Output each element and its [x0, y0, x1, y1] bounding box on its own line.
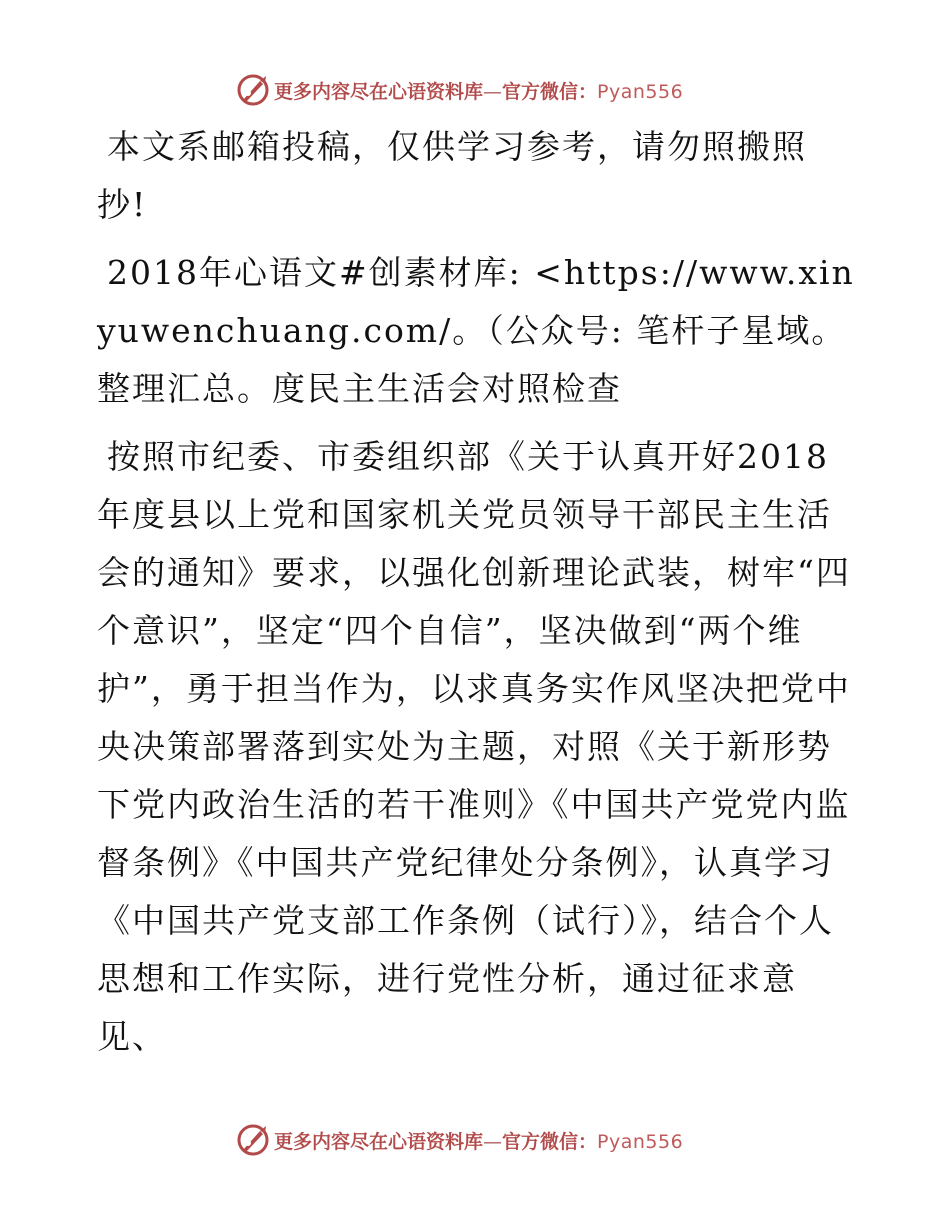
- document-body: [97, 118, 857, 1076]
- header-banner: [236, 70, 716, 110]
- banner-text: 更多内容尽在心语资料库—官方微信：Pyan556: [274, 1130, 684, 1153]
- paragraph-notice: 本文系邮箱投稿，仅供学习参考，请勿照搬照抄!: [97, 127, 807, 224]
- quill-logo-icon: [236, 73, 270, 107]
- paragraph-source: 2018年心语文#创素材库: <https://www.xinyuwenchuang.com/。（公众号: 笔杆子星域。整理汇总。度民主生活会对照检查: [97, 253, 855, 408]
- banner-text: 更多内容尽在心语资料库—官方微信：Pyan556: [274, 80, 684, 103]
- footer-banner: [236, 1120, 716, 1160]
- quill-logo-icon: [236, 1123, 270, 1157]
- paragraph-main: 按照市纪委、市委组织部《关于认真开好2018年度县以上党和国家机关党员领导干部民主生活会的通知》要求，以强化创新理论武装，树牢“四个意识”，坚定“四个自信”，坚决做到“两个维护”，勇于担当作为，以求真务实作风坚决把党中央决策部署落到实处为主题，对照《关于新形势下党内政治生活的若干准则》《中国共产党党内监督条例》《中国共产党纪律处分条例》，认真学习《中国共产党支部工作条例（试行）》，结合个人思想和工作实际，进行党性分析，通过征求意见、: [97, 437, 851, 1056]
